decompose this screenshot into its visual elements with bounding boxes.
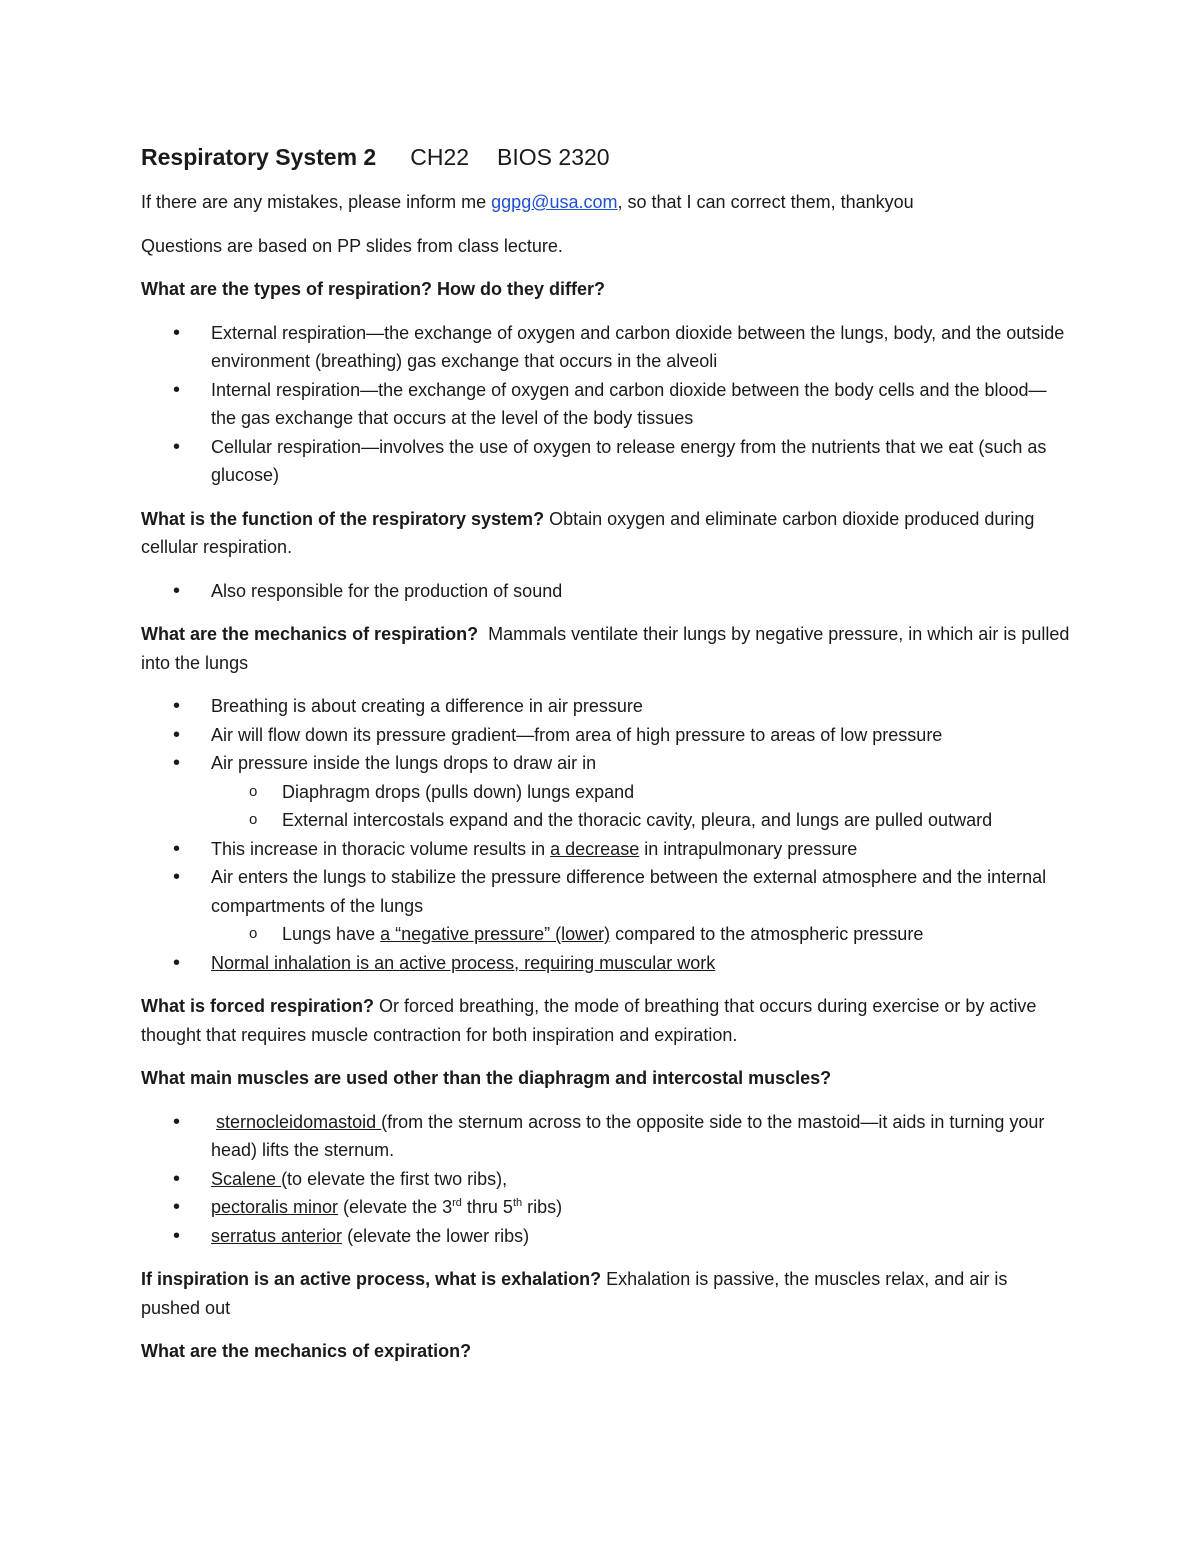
sub-list-item: o Lungs have a “negative pressure” (lower) compared to the atmospheric pressure [141,920,1071,949]
list-item: • Air enters the lungs to stabilize the pressure difference between the external atmosphere and the internal compartments of the lungs [141,863,1071,920]
list-item: • Air pressure inside the lungs drops to draw air in [141,749,1071,778]
list-item: • Cellular respiration—involves the use of oxygen to release energy from the nutrients that we eat (such as glucose) [141,433,1071,490]
question-function: What is the function of the respiratory system? Obtain oxygen and eliminate carbon dioxide produced during cellular respiration. [141,508,1035,557]
sub-list-item: o External intercostals expand and the thoracic cavity, pleura, and lungs are pulled outward [141,806,1071,835]
document-page [141,140,1075,1381]
respiration-types-list [141,319,1071,490]
question-exhalation: If inspiration is an active process, what is exhalation? Exhalation is passive, the muscles relax, and air is pushed out [141,1269,1008,1318]
question-main-muscles: What main muscles are used other than the diaphragm and intercostal muscles? [141,1068,832,1088]
list-item: • External respiration—the exchange of oxygen and carbon dioxide between the lungs, body, and the outside environment (breathing) gas exchange that occurs in the alveoli [141,319,1071,376]
function-list [141,577,1071,606]
source-note: Questions are based on PP slides from class lecture. [141,235,563,256]
title-main: Respiratory System 2 [141,144,377,170]
list-item: • pectoralis minor (elevate the 3rd thru 5th ribs) [141,1193,1071,1222]
title-chapter: CH22 [410,144,470,170]
list-item: • Normal inhalation is an active process, requiring muscular work [141,949,1071,978]
question-types-of-respiration: What are the types of respiration? How do they differ? [141,279,606,299]
list-item: • Air will flow down its pressure gradient—from area of high pressure to areas of low pressure [141,721,1071,750]
title-course: BIOS 2320 [497,144,610,170]
email-link[interactable]: ggpg@usa.com [491,192,618,212]
question-forced-respiration: What is forced respiration? Or forced breathing, the mode of breathing that occurs during exercise or by active thought that requires muscle contraction for both inspiration and expiration. [141,996,1037,1045]
list-item: • Scalene (to elevate the first two ribs), [141,1165,1071,1194]
question-mechanics-expiration: What are the mechanics of expiration? [141,1341,472,1361]
list-item: • sternocleidomastoid (from the sternum across to the opposite side to the mastoid—it aids in turning your head) lifts the sternum. [141,1108,1071,1165]
question-mechanics-respiration: What are the mechanics of respiration? Mammals ventilate their lungs by negative pressure, in which air is pulled into the lungs [141,624,1075,673]
list-item: • Breathing is about creating a difference in air pressure [141,692,1071,721]
mistakes-note: If there are any mistakes, please inform me ggpg@usa.com, so that I can correct them, thankyou [141,192,914,212]
list-item: • Internal respiration—the exchange of oxygen and carbon dioxide between the body cells and the blood—the gas exchange that occurs at the level of the body tissues [141,376,1071,433]
list-item: • serratus anterior (elevate the lower ribs) [141,1222,1071,1251]
document-title [141,140,1071,174]
sub-list-item: o Diaphragm drops (pulls down) lungs expand [141,778,1071,807]
list-item: • This increase in thoracic volume results in a decrease in intrapulmonary pressure [141,835,1071,864]
mechanics-list [141,692,1071,977]
list-item: • Also responsible for the production of sound [141,577,1071,606]
muscles-list [141,1108,1071,1251]
